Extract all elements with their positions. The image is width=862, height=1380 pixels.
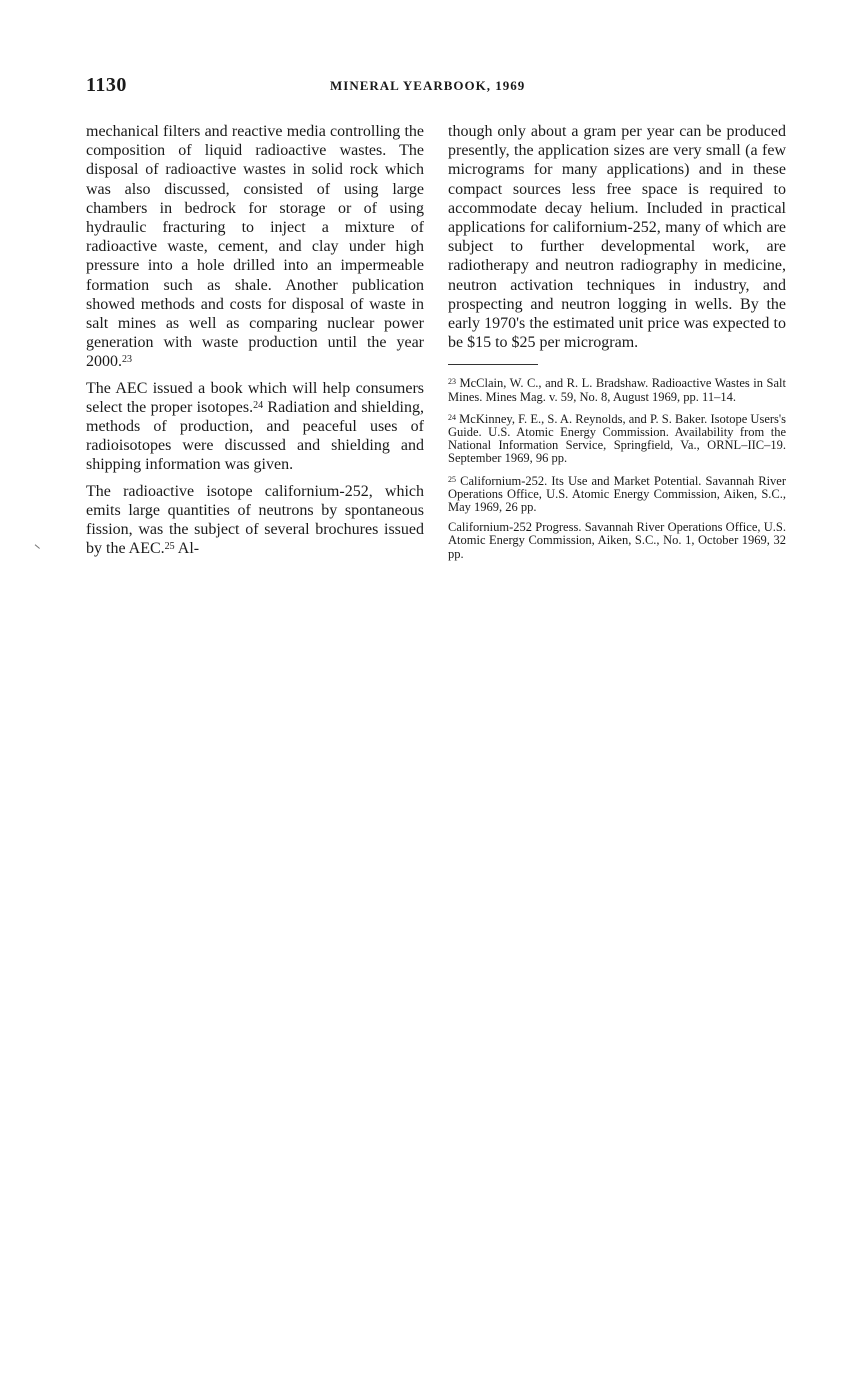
footnote-item [448, 521, 786, 561]
footnotes [448, 375, 786, 560]
footnote-ref-24: 24 [253, 399, 264, 411]
left-paragraph-2-text-a: The AEC issued a book which will help consumers select the proper isotopes. [86, 379, 424, 416]
footnote-ref-25: 25 [164, 541, 175, 553]
footnote-item [448, 473, 786, 515]
footnote-number: 24 [448, 412, 456, 422]
left-paragraph-1-text: mechanical filters and reactive media controlling the composition of liquid radioactive wastes. The disposal of radioactive wastes in solid rock which was also discussed, consisted of using large chambers in bedrock for storage or of using hydraulic fracturing to inject a mixture of radioactive waste, cement, and clay under high pressure into a hole drilled into an impermeable formation such as shale. Another publication showed methods and costs for disposal of waste in salt mines as well as comparing nuclear power generation with waste production until the year 2000. [86, 123, 424, 371]
left-paragraph-3-text-b: Al- [174, 540, 200, 558]
stray-mark [34, 544, 40, 549]
right-paragraph-1: though only about a gram per year can be produced presently, the application sizes are very small (a few micrograms for many applications) and in these compact sources less free space is required to accommodate decay helium. Included in practical applications for californium-252, many of which are subject to further developmental work, are radiotherapy and neutron radiography in medicine, neutron activation techniques in industry, and prospecting and neutron logging in wells. By the early 1970's the estimated unit price was expected to be $15 to $25 per microgram. [448, 123, 786, 352]
left-paragraph-2 [86, 379, 424, 475]
footnote-text: Californium-252. Its Use and Market Potential. Savannah River Operations Office, U.S. Atomic Energy Commission, Aiken, S.C., May 1969, 26 pp. [448, 473, 787, 515]
running-title: MINERAL YEARBOOK, 1969 [330, 78, 526, 93]
right-column [448, 122, 786, 561]
left-paragraph-3-text-a: The radioactive isotope californium-252, which emits large quantities of neutrons by spontaneous fission, was the subject of several brochures issued by the AEC. [86, 482, 424, 558]
footnote-text: McKinney, F. E., S. A. Reynolds, and P. S. Baker. Isotope Users's Guide. U.S. Atomic Energy Commission. Availability from the National Information Service, Springfield, Va., ORNL–IIC–19. September 1969, 96 pp. [448, 411, 787, 466]
left-paragraph-1 [86, 122, 424, 372]
footnote-text: Californium-252 Progress. Savannah River Operations Office, U.S. Atomic Energy Commission, Aiken, S.C., No. 1, October 1969, 32 pp. [448, 520, 786, 561]
left-paragraph-2-text-b: Radiation and shielding, methods of production, and peaceful uses of radioisotopes were discussed and shielding and shipping information was given. [86, 398, 424, 474]
left-paragraph-3 [86, 482, 424, 559]
left-column [86, 122, 424, 558]
footnote-number: 23 [448, 377, 456, 387]
page-number: 1130 [86, 74, 127, 96]
footnote-rule [448, 364, 538, 365]
footnote-ref-23: 23 [122, 354, 132, 366]
page-header [86, 74, 786, 100]
footnote-item [448, 375, 786, 403]
footnote-item [448, 411, 786, 466]
footnote-number: 25 [448, 474, 456, 484]
footnote-text: McClain, W. C., and R. L. Bradshaw. Radioactive Wastes in Salt Mines. Mines Mag. v. 59, No. 8, August 1969, pp. 11–14. [448, 376, 786, 404]
